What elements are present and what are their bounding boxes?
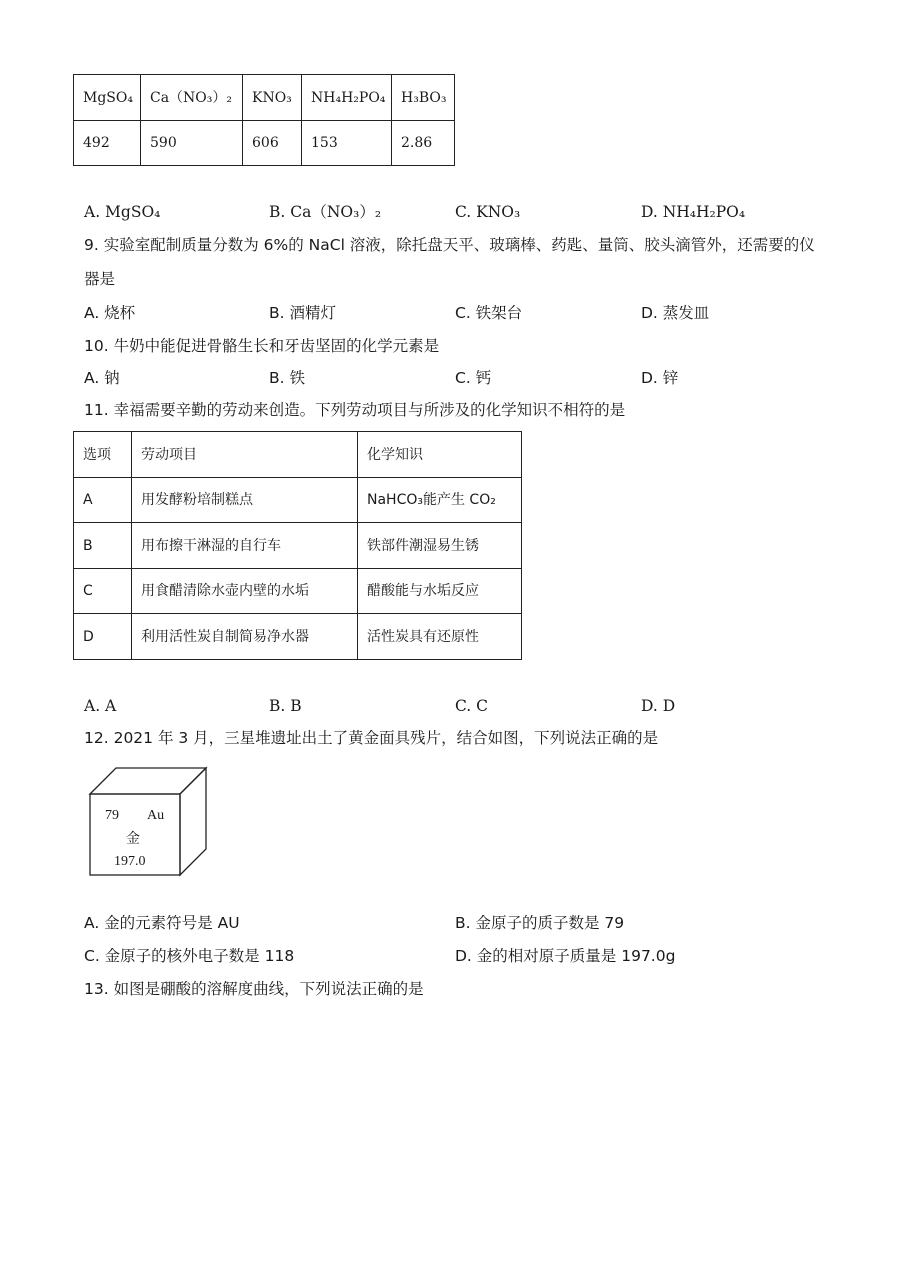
q9-stem-line1: 9. 实验室配制质量分数为 6%的 NaCl 溶液，除托盘天平、玻璃棒、药匙、量筒、胶头滴管外，还需要的仪 [84, 236, 815, 254]
cube-top-face [90, 768, 206, 794]
table-cell: A [74, 478, 132, 523]
q10-option-b: B. 铁 [269, 369, 305, 387]
q12-stem: 12. 2021 年 3 月，三星堆遗址出土了黄金面具残片，结合如图，下列说法正确的是 [84, 729, 659, 747]
q13-stem: 13. 如图是硼酸的溶解度曲线，下列说法正确的是 [84, 980, 424, 998]
q8-option-a: A. MgSO₄ [84, 203, 161, 221]
table-row [74, 569, 522, 614]
q11-option-a: A. A [84, 697, 117, 715]
table-header-row [74, 432, 522, 478]
table-row [74, 614, 522, 660]
q9-option-c: C. 铁架台 [455, 304, 523, 322]
table-cell: 用发酵粉培制糕点 [132, 478, 358, 523]
q12-option-b: B. 金原子的质子数是 79 [455, 914, 625, 932]
solubility-table [73, 74, 455, 166]
labor-knowledge-table [73, 431, 522, 660]
table-cell: 用布擦干淋湿的自行车 [132, 523, 358, 569]
q9-stem-line2: 器是 [84, 270, 116, 288]
table-cell: B [74, 523, 132, 569]
table-row [74, 478, 522, 523]
table-header-cell: NH₄H₂PO₄ [302, 75, 392, 121]
q8-option-b: B. Ca（NO₃）₂ [269, 203, 382, 221]
table-cell: 590 [141, 121, 243, 166]
q12-option-c: C. 金原子的核外电子数是 118 [84, 947, 295, 965]
table-cell: 492 [74, 121, 141, 166]
q9-option-d: D. 蒸发皿 [641, 304, 710, 322]
q8-option-d: D. NH₄H₂PO₄ [641, 203, 746, 221]
q12-option-a: A. 金的元素符号是 AU [84, 914, 240, 932]
table-header-cell: 选项 [74, 432, 132, 478]
table-cell: 606 [243, 121, 302, 166]
table-row [74, 121, 455, 166]
table-cell: 活性炭具有还原性 [358, 614, 522, 660]
q12-option-d: D. 金的相对原子质量是 197.0g [455, 947, 676, 965]
q10-option-d: D. 锌 [641, 369, 679, 387]
table-cell: 利用活性炭自制简易净水器 [132, 614, 358, 660]
table-header-cell: KNO₃ [243, 75, 302, 121]
table-cell: 醋酸能与水垢反应 [358, 569, 522, 614]
gold-element-cube-figure [88, 763, 210, 879]
table-row [74, 523, 522, 569]
q11-option-d: D. D [641, 697, 676, 715]
table-cell: 2.86 [392, 121, 455, 166]
element-symbol: Au [147, 808, 165, 823]
q9-option-a: A. 烧杯 [84, 304, 136, 322]
table-cell: 153 [302, 121, 392, 166]
q11-stem: 11. 幸福需要辛勤的劳动来创造。下列劳动项目与所涉及的化学知识不相符的是 [84, 401, 626, 419]
table-header-cell: 化学知识 [358, 432, 522, 478]
q10-option-c: C. 钙 [455, 369, 492, 387]
table-cell: 铁部件潮湿易生锈 [358, 523, 522, 569]
table-header-cell: 劳动项目 [132, 432, 358, 478]
table-cell: D [74, 614, 132, 660]
q8-option-c: C. KNO₃ [455, 203, 521, 221]
table-header-row [74, 75, 455, 121]
table-header-cell: H₃BO₃ [392, 75, 455, 121]
element-atomic-number: 79 [105, 808, 119, 823]
cube-side-face [180, 768, 206, 875]
q9-option-b: B. 酒精灯 [269, 304, 336, 322]
element-atomic-mass: 197.0 [114, 854, 146, 869]
q10-stem: 10. 牛奶中能促进骨骼生长和牙齿坚固的化学元素是 [84, 337, 440, 355]
table-header-cell: MgSO₄ [74, 75, 141, 121]
element-name: 金 [126, 831, 140, 847]
table-header-cell: Ca（NO₃）₂ [141, 75, 243, 121]
q10-option-a: A. 钠 [84, 369, 120, 387]
q11-option-b: B. B [269, 697, 302, 715]
table-cell: NaHCO₃能产生 CO₂ [358, 478, 522, 523]
table-cell: C [74, 569, 132, 614]
table-cell: 用食醋清除水壶内壁的水垢 [132, 569, 358, 614]
q11-option-c: C. C [455, 697, 489, 715]
